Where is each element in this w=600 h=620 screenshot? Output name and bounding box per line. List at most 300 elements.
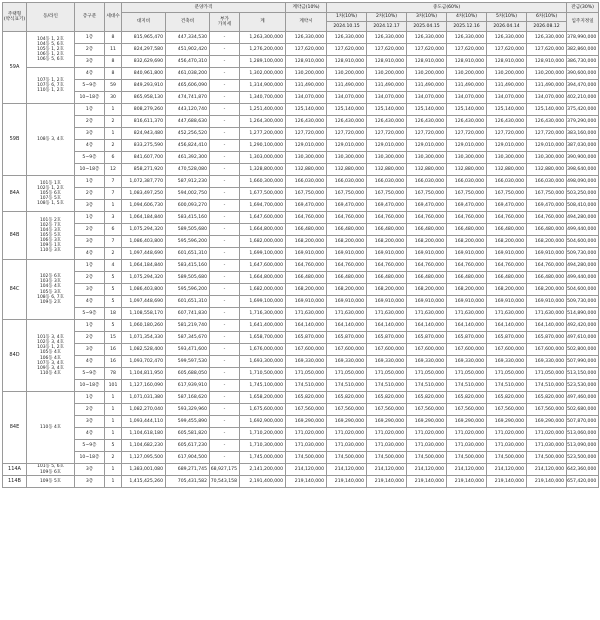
cell-balance: 507,870,000 xyxy=(567,416,599,428)
table-row xyxy=(3,32,599,44)
cell-installment-6: 214,120,000 xyxy=(527,464,567,476)
cell-units: 5 xyxy=(105,284,122,296)
cell-vat: - xyxy=(210,68,240,80)
cell-floor: 2층 xyxy=(75,272,105,284)
cell-installment-6: 127,620,000 xyxy=(527,44,567,56)
cell-installment-5: 174,500,000 xyxy=(487,452,527,464)
cell-units: 5 xyxy=(105,320,122,332)
table-row xyxy=(3,404,599,416)
header-installment-2: 2차(10%) xyxy=(367,13,407,22)
cell-installment-4: 164,140,000 xyxy=(447,320,487,332)
cell-units: 1 xyxy=(105,476,122,488)
cell-installment-4: 169,330,000 xyxy=(447,356,487,368)
cell-total: 1,692,900,000 xyxy=(240,416,286,428)
cell-installment-4: 130,300,000 xyxy=(447,152,487,164)
cell-land: 1,071,031,380 xyxy=(122,392,166,404)
cell-dong-line: 101동 5, 6호 xyxy=(37,464,64,470)
cell-vat: 68,927,175 xyxy=(210,464,240,476)
cell-contract: 219,140,000 xyxy=(286,476,327,488)
cell-floor: 4층 xyxy=(75,140,105,152)
header-balance: 잔금(30%) xyxy=(567,3,599,13)
cell-installment-3: 166,480,000 xyxy=(407,272,447,284)
cell-contract: 165,820,000 xyxy=(286,392,327,404)
cell-vat: 70,543,158 xyxy=(210,476,240,488)
header-contract: 계약금(10%) xyxy=(286,3,327,13)
cell-vat: - xyxy=(210,320,240,332)
cell-units: 18 xyxy=(105,308,122,320)
cell-contract: 127,620,000 xyxy=(286,44,327,56)
cell-installment-6: 164,760,000 xyxy=(527,260,567,272)
cell-installment-3: 168,200,000 xyxy=(407,284,447,296)
table-row xyxy=(3,164,599,176)
cell-balance: 513,150,000 xyxy=(567,368,599,380)
cell-installment-3: 174,500,000 xyxy=(407,452,447,464)
cell-installment-2: 130,200,000 xyxy=(367,68,407,80)
table-row xyxy=(3,272,599,284)
cell-total: 1,745,000,000 xyxy=(240,452,286,464)
cell-installment-5: 134,070,000 xyxy=(487,92,527,104)
table-row xyxy=(3,236,599,248)
cell-dong-line: 109동 3, 4호 xyxy=(37,365,64,371)
cell-vat: - xyxy=(210,152,240,164)
table-row xyxy=(3,176,599,188)
cell-land: 815,965,470 xyxy=(122,32,166,44)
cell-installment-3: 164,760,000 xyxy=(407,260,447,272)
cell-building: 595,596,200 xyxy=(166,236,210,248)
cell-installment-1: 168,200,000 xyxy=(327,284,367,296)
table-row xyxy=(3,80,599,92)
cell-total: 1,699,100,000 xyxy=(240,248,286,260)
cell-total: 1,658,200,000 xyxy=(240,392,286,404)
cell-installment-2: 164,760,000 xyxy=(367,212,407,224)
cell-contract: 165,870,000 xyxy=(286,332,327,344)
cell-units: 16 xyxy=(105,356,122,368)
cell-dong-line: 103동 1, 2호 xyxy=(37,345,64,351)
header-installment-date-5: 2026.08.12 xyxy=(527,22,567,32)
cell-floor: 5~9층 xyxy=(75,368,105,380)
cell-installment-5: 168,200,000 xyxy=(487,284,527,296)
cell-contract: 171,030,000 xyxy=(286,440,327,452)
cell-units: 4 xyxy=(105,260,122,272)
cell-floor: 3층 xyxy=(75,464,105,476)
cell-units: 1 xyxy=(105,416,122,428)
cell-land: 1,094,606,730 xyxy=(122,200,166,212)
cell-units: 7 xyxy=(105,176,122,188)
cell-building: 605,617,230 xyxy=(166,440,210,452)
cell-balance: 497,460,000 xyxy=(567,392,599,404)
cell-installment-5: 131,490,000 xyxy=(487,80,527,92)
cell-installment-5: 126,430,000 xyxy=(487,116,527,128)
cell-building: 601,651,310 xyxy=(166,248,210,260)
cell-land: 1,071,354,330 xyxy=(122,332,166,344)
cell-vat: - xyxy=(210,368,240,380)
cell-balance: 402,210,000 xyxy=(567,92,599,104)
header-contract-col: 계약시 xyxy=(286,13,327,32)
table-row xyxy=(3,332,599,344)
cell-floor: 10~18층 xyxy=(75,380,105,392)
cell-installment-4: 164,760,000 xyxy=(447,212,487,224)
cell-installment-6: 174,510,000 xyxy=(527,380,567,392)
cell-installment-6: 126,330,000 xyxy=(527,32,567,44)
cell-dong-line: 108동 1, 5호 xyxy=(37,201,64,207)
cell-installment-4: 127,720,000 xyxy=(447,128,487,140)
cell-total: 1,745,100,000 xyxy=(240,380,286,392)
cell-balance: 383,160,000 xyxy=(567,128,599,140)
cell-building: 587,912,230 xyxy=(166,176,210,188)
cell-installment-3: 169,470,000 xyxy=(407,200,447,212)
cell-land: 1,383,001,080 xyxy=(122,464,166,476)
cell-installment-6: 169,290,000 xyxy=(527,416,567,428)
cell-units: 5 xyxy=(105,440,122,452)
cell-installment-2: 214,120,000 xyxy=(367,464,407,476)
cell-installment-5: 171,020,000 xyxy=(487,428,527,440)
cell-dong-line: 102동 1, 2호 xyxy=(37,185,64,191)
cell-contract: 174,510,000 xyxy=(286,380,327,392)
cell-installment-4: 165,870,000 xyxy=(447,332,487,344)
cell-installment-5: 219,140,000 xyxy=(487,476,527,488)
cell-balance: 523,530,000 xyxy=(567,380,599,392)
cell-installment-6: 134,070,000 xyxy=(527,92,567,104)
cell-building: 587,345,670 xyxy=(166,332,210,344)
cell-installment-4: 168,200,000 xyxy=(447,284,487,296)
cell-installment-2: 169,910,000 xyxy=(367,248,407,260)
cell-floor: 1층 xyxy=(75,212,105,224)
cell-dong-line: 108동 6, 7호 xyxy=(37,294,64,300)
cell-installment-4: 131,490,000 xyxy=(447,80,487,92)
cell-floor: 3층 xyxy=(75,476,105,488)
cell-contract: 167,750,000 xyxy=(286,188,327,200)
cell-units: 6 xyxy=(105,224,122,236)
cell-installment-1: 171,030,000 xyxy=(327,440,367,452)
cell-contract: 167,560,000 xyxy=(286,404,327,416)
cell-units: 5 xyxy=(105,272,122,284)
table-row xyxy=(3,224,599,236)
cell-installment-5: 130,300,000 xyxy=(487,152,527,164)
cell-balance: 503,250,000 xyxy=(567,188,599,200)
header-balance-col: 입주지정일 xyxy=(567,13,599,32)
cell-dong-line: 101동 2호 xyxy=(39,217,62,223)
cell-installment-1: 164,140,000 xyxy=(327,320,367,332)
cell-dong-line: 109동 2호 xyxy=(39,299,62,305)
cell-installment-4: 125,140,000 xyxy=(447,104,487,116)
cell-installment-6: 171,020,000 xyxy=(527,428,567,440)
cell-vat: - xyxy=(210,356,240,368)
cell-floor: 3층 xyxy=(75,344,105,356)
cell-type: 59A xyxy=(3,32,27,104)
cell-vat: - xyxy=(210,416,240,428)
cell-installment-6: 169,910,000 xyxy=(527,296,567,308)
cell-balance: 499,440,000 xyxy=(567,224,599,236)
cell-installment-2: 219,140,000 xyxy=(367,476,407,488)
cell-building: 581,219,740 xyxy=(166,320,210,332)
cell-installment-1: 164,760,000 xyxy=(327,260,367,272)
table-row xyxy=(3,296,599,308)
cell-installment-3: 167,600,000 xyxy=(407,344,447,356)
cell-installment-6: 174,500,000 xyxy=(527,452,567,464)
cell-installment-3: 219,140,000 xyxy=(407,476,447,488)
table-row xyxy=(3,356,599,368)
cell-type: 84D xyxy=(3,320,27,392)
cell-installment-6: 167,560,000 xyxy=(527,404,567,416)
cell-installment-5: 168,200,000 xyxy=(487,236,527,248)
cell-contract: 169,470,000 xyxy=(286,200,327,212)
table-row xyxy=(3,44,599,56)
cell-type: 84B xyxy=(3,212,27,260)
cell-dong-line: 110동 3호 xyxy=(39,248,62,254)
cell-land: 1,127,160,090 xyxy=(122,380,166,392)
cell-units: 1 xyxy=(105,404,122,416)
cell-floor: 2층 xyxy=(75,44,105,56)
cell-land: 808,279,260 xyxy=(122,104,166,116)
cell-land: 824,297,580 xyxy=(122,44,166,56)
cell-installment-2: 126,330,000 xyxy=(367,32,407,44)
cell-type: 84C xyxy=(3,260,27,320)
cell-installment-2: 164,140,000 xyxy=(367,320,407,332)
table-row xyxy=(3,200,599,212)
cell-building: 607,741,830 xyxy=(166,308,210,320)
cell-installment-4: 130,200,000 xyxy=(447,68,487,80)
cell-contract: 174,500,000 xyxy=(286,452,327,464)
cell-balance: 382,860,000 xyxy=(567,44,599,56)
cell-installment-3: 174,510,000 xyxy=(407,380,447,392)
cell-installment-5: 127,720,000 xyxy=(487,128,527,140)
cell-installment-3: 134,070,000 xyxy=(407,92,447,104)
cell-contract: 169,910,000 xyxy=(286,248,327,260)
cell-units: 1 xyxy=(105,464,122,476)
cell-installment-6: 126,430,000 xyxy=(527,116,567,128)
table-row xyxy=(3,308,599,320)
cell-total: 1,664,800,000 xyxy=(240,272,286,284)
cell-installment-6: 128,910,000 xyxy=(527,56,567,68)
cell-land: 1,127,095,500 xyxy=(122,452,166,464)
cell-dong xyxy=(27,476,75,488)
header-installment-date-2: 2025.04.15 xyxy=(407,22,447,32)
cell-floor: 3층 xyxy=(75,56,105,68)
table-row xyxy=(3,104,599,116)
cell-installment-2: 169,330,000 xyxy=(367,356,407,368)
cell-building: 456,824,410 xyxy=(166,140,210,152)
cell-vat: - xyxy=(210,200,240,212)
cell-vat: - xyxy=(210,284,240,296)
cell-installment-1: 167,560,000 xyxy=(327,404,367,416)
cell-installment-4: 174,510,000 xyxy=(447,380,487,392)
cell-contract: 125,140,000 xyxy=(286,104,327,116)
table-row xyxy=(3,440,599,452)
cell-installment-5: 126,330,000 xyxy=(487,32,527,44)
cell-contract: 171,630,000 xyxy=(286,308,327,320)
cell-installment-4: 214,120,000 xyxy=(447,464,487,476)
cell-installment-4: 126,430,000 xyxy=(447,116,487,128)
cell-installment-4: 174,500,000 xyxy=(447,452,487,464)
cell-balance: 398,640,000 xyxy=(567,164,599,176)
cell-building: 599,597,530 xyxy=(166,356,210,368)
cell-building: 452,256,520 xyxy=(166,128,210,140)
cell-installment-1: 129,010,000 xyxy=(327,140,367,152)
cell-installment-1: 165,870,000 xyxy=(327,332,367,344)
cell-installment-4: 171,030,000 xyxy=(447,440,487,452)
cell-total: 1,314,900,000 xyxy=(240,80,286,92)
cell-installment-6: 125,140,000 xyxy=(527,104,567,116)
cell-installment-5: 164,140,000 xyxy=(487,320,527,332)
cell-vat: - xyxy=(210,452,240,464)
cell-installment-6: 166,480,000 xyxy=(527,224,567,236)
cell-balance: 514,890,000 xyxy=(567,308,599,320)
cell-contract: 131,490,000 xyxy=(286,80,327,92)
cell-installment-6: 169,910,000 xyxy=(527,248,567,260)
cell-contract: 168,200,000 xyxy=(286,284,327,296)
cell-balance: 494,280,000 xyxy=(567,260,599,272)
cell-land: 1,093,444,110 xyxy=(122,416,166,428)
cell-floor: 5~9층 xyxy=(75,152,105,164)
header-vat-line1: 부가 xyxy=(220,16,229,22)
table-row xyxy=(3,428,599,440)
cell-dong-line: 110동 1, 2호 xyxy=(37,88,64,94)
cell-installment-4: 169,290,000 xyxy=(447,416,487,428)
cell-installment-5: 165,820,000 xyxy=(487,392,527,404)
cell-installment-2: 164,760,000 xyxy=(367,260,407,272)
cell-installment-1: 169,290,000 xyxy=(327,416,367,428)
cell-installment-6: 168,200,000 xyxy=(527,236,567,248)
cell-vat: - xyxy=(210,176,240,188)
cell-installment-4: 169,910,000 xyxy=(447,296,487,308)
cell-installment-2: 166,030,000 xyxy=(367,176,407,188)
cell-installment-6: 164,140,000 xyxy=(527,320,567,332)
cell-installment-3: 130,200,000 xyxy=(407,68,447,80)
cell-building: 589,505,680 xyxy=(166,272,210,284)
cell-floor: 2층 xyxy=(75,224,105,236)
cell-installment-1: 171,630,000 xyxy=(327,308,367,320)
table-header xyxy=(3,3,599,32)
cell-total: 1,263,300,000 xyxy=(240,32,286,44)
cell-installment-3: 166,480,000 xyxy=(407,224,447,236)
table-row xyxy=(3,140,599,152)
cell-installment-6: 131,490,000 xyxy=(527,80,567,92)
cell-installment-4: 171,020,000 xyxy=(447,428,487,440)
cell-installment-3: 165,870,000 xyxy=(407,332,447,344)
cell-installment-4: 165,820,000 xyxy=(447,392,487,404)
cell-floor: 2층 xyxy=(75,332,105,344)
cell-balance: 523,500,000 xyxy=(567,452,599,464)
cell-installment-2: 171,630,000 xyxy=(367,308,407,320)
table-row xyxy=(3,416,599,428)
cell-land: 1,093,702,470 xyxy=(122,356,166,368)
cell-installment-3: 214,120,000 xyxy=(407,464,447,476)
cell-installment-5: 171,630,000 xyxy=(487,308,527,320)
cell-installment-2: 165,870,000 xyxy=(367,332,407,344)
cell-balance: 504,600,000 xyxy=(567,284,599,296)
cell-installment-1: 125,140,000 xyxy=(327,104,367,116)
cell-type: 59B xyxy=(3,104,27,176)
cell-units: 15 xyxy=(105,332,122,344)
cell-balance: 390,900,000 xyxy=(567,152,599,164)
cell-contract: 127,720,000 xyxy=(286,128,327,140)
cell-dong-line: 106동 3호 xyxy=(39,238,62,244)
cell-installment-2: 127,620,000 xyxy=(367,44,407,56)
cell-balance: 387,030,000 xyxy=(567,140,599,152)
cell-installment-1: 134,070,000 xyxy=(327,92,367,104)
table-row xyxy=(3,320,599,332)
cell-building: 600,093,270 xyxy=(166,200,210,212)
cell-installment-5: 169,470,000 xyxy=(487,200,527,212)
table-row xyxy=(3,284,599,296)
cell-balance: 386,730,000 xyxy=(567,56,599,68)
table-row xyxy=(3,92,599,104)
cell-total: 1,276,200,000 xyxy=(240,44,286,56)
cell-installment-1: 128,910,000 xyxy=(327,56,367,68)
cell-balance: 378,990,000 xyxy=(567,32,599,44)
cell-installment-3: 166,030,000 xyxy=(407,176,447,188)
cell-installment-2: 169,290,000 xyxy=(367,416,407,428)
cell-installment-2: 171,030,000 xyxy=(367,440,407,452)
table-row xyxy=(3,116,599,128)
table-row xyxy=(3,68,599,80)
cell-installment-6: 169,470,000 xyxy=(527,200,567,212)
cell-building: 461,392,300 xyxy=(166,152,210,164)
header-vat-line2: 가치세 xyxy=(217,22,232,27)
cell-dong-line: 104동 3호 xyxy=(39,227,62,233)
cell-building: 443,120,740 xyxy=(166,104,210,116)
cell-installment-4: 171,630,000 xyxy=(447,308,487,320)
cell-balance: 509,730,000 xyxy=(567,248,599,260)
cell-land: 1,108,558,170 xyxy=(122,308,166,320)
cell-land: 858,271,920 xyxy=(122,164,166,176)
cell-installment-2: 130,300,000 xyxy=(367,152,407,164)
cell-installment-1: 164,760,000 xyxy=(327,212,367,224)
cell-installment-4: 169,470,000 xyxy=(447,200,487,212)
cell-total: 1,716,300,000 xyxy=(240,308,286,320)
cell-contract: 171,050,000 xyxy=(286,368,327,380)
cell-land: 849,293,910 xyxy=(122,80,166,92)
cell-installment-5: 166,480,000 xyxy=(487,272,527,284)
cell-balance: 502,680,000 xyxy=(567,404,599,416)
cell-floor: 1층 xyxy=(75,260,105,272)
cell-dong-line: 105동 4호 xyxy=(39,350,62,356)
header-dong: 동/라인 xyxy=(27,3,75,32)
cell-installment-2: 167,560,000 xyxy=(367,404,407,416)
cell-land: 840,961,800 xyxy=(122,68,166,80)
cell-dong-line: 105동 1, 2호 xyxy=(37,46,64,52)
cell-installment-1: 130,200,000 xyxy=(327,68,367,80)
cell-units: 1 xyxy=(105,392,122,404)
cell-dong-line: 108동 3, 4호 xyxy=(37,136,64,142)
cell-dong xyxy=(27,464,75,476)
cell-building: 583,415,160 xyxy=(166,260,210,272)
cell-land: 1,072,387,770 xyxy=(122,176,166,188)
cell-land: 816,611,370 xyxy=(122,116,166,128)
cell-contract: 169,290,000 xyxy=(286,416,327,428)
price-table xyxy=(2,2,599,488)
cell-vat: - xyxy=(210,440,240,452)
cell-dong-line: 102동 6호 xyxy=(39,274,62,280)
cell-building: 605,581,820 xyxy=(166,428,210,440)
cell-vat: - xyxy=(210,332,240,344)
cell-total: 1,710,300,000 xyxy=(240,440,286,452)
cell-installment-1: 174,500,000 xyxy=(327,452,367,464)
cell-total: 1,647,600,000 xyxy=(240,212,286,224)
cell-units: 2 xyxy=(105,248,122,260)
header-installment-date-1: 2024.12.17 xyxy=(367,22,407,32)
cell-dong-line: 109동 1호 xyxy=(39,243,62,249)
cell-installment-1: 167,600,000 xyxy=(327,344,367,356)
cell-land: 1,075,294,320 xyxy=(122,224,166,236)
header-installment-date-4: 2026.04.14 xyxy=(487,22,527,32)
cell-floor: 4층 xyxy=(75,68,105,80)
cell-units: 12 xyxy=(105,164,122,176)
cell-installment-5: 174,510,000 xyxy=(487,380,527,392)
cell-vat: - xyxy=(210,260,240,272)
cell-total: 1,303,000,000 xyxy=(240,152,286,164)
cell-dong-line: 107동 3, 4호 xyxy=(37,360,64,366)
